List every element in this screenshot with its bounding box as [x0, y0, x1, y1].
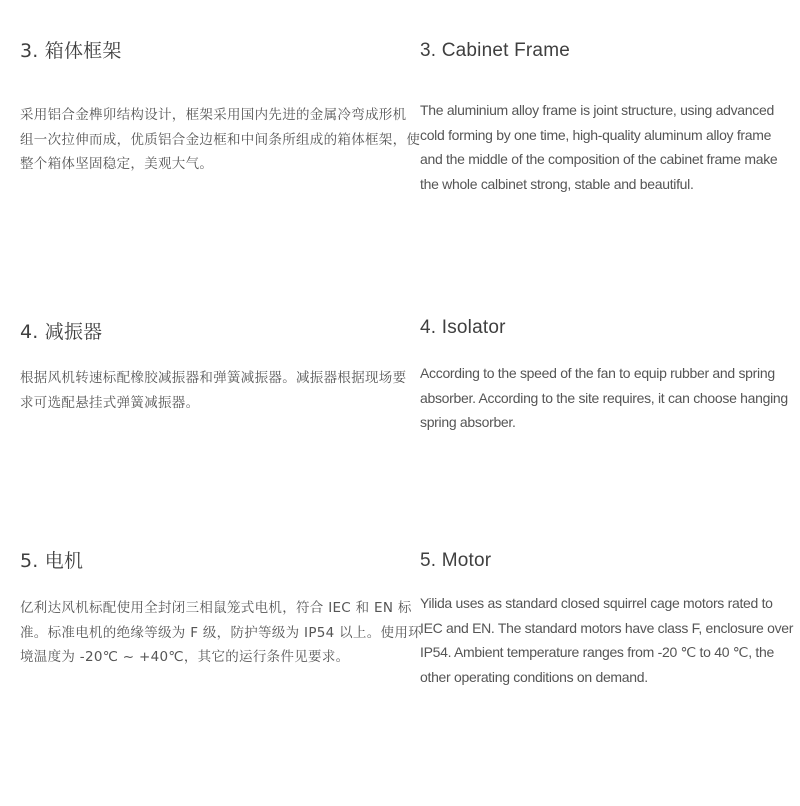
body-line: spring absorber.	[420, 414, 516, 430]
body-line: the whole calbinet strong, stable and beautiful.	[420, 175, 694, 192]
body-line: IEC and EN. The standard motors have class F, enclosure over	[420, 619, 794, 636]
body-line: cold forming by one time, high-quality aluminum alloy frame	[420, 126, 772, 143]
cn-column	[20, 36, 421, 177]
cn-column	[20, 546, 422, 670]
body-line: 组一次拉伸而成，优质铝合金边框和中间条所组成的箱体框架，使	[20, 131, 421, 148]
body-line: 准。标准电机的绝缘等级为 F 级，防护等级为 IP54 以上。使用环	[20, 624, 422, 641]
cn-column	[20, 317, 407, 415]
body-line: The aluminium alloy frame is joint structure, using advanced	[420, 102, 774, 118]
section-body-cn	[20, 366, 407, 415]
body-line: other operating conditions on demand.	[420, 668, 648, 685]
body-line: 整个箱体坚固稳定，美观大气。	[20, 156, 214, 172]
body-line: 求可选配悬挂式弹簧减振器。	[20, 394, 200, 411]
body-line: 亿利达风机标配使用全封闭三相鼠笼式电机，符合 IEC 和 EN 标	[20, 600, 412, 616]
section-title-cn: 3. 箱体框架	[20, 40, 122, 62]
section-title-en: 4. Isolator	[420, 317, 506, 338]
section-title-cn: 5. 电机	[20, 550, 84, 572]
section-isolator	[0, 317, 800, 577]
section-body-en	[420, 591, 794, 689]
body-line: 采用铝合金榫卯结构设计，框架采用国内先进的金属冷弯成形机	[20, 107, 407, 123]
section-title-cn: 4. 减振器	[20, 321, 103, 343]
section-motor	[0, 546, 800, 806]
section-body-en	[420, 98, 790, 196]
body-line: absorber. According to the site requires, it can choose hanging	[420, 389, 788, 406]
section-body-en	[420, 361, 790, 435]
body-line: According to the speed of the fan to equip rubber and spring	[420, 365, 775, 381]
body-line: 境温度为 -20℃ ~ +40℃，其它的运行条件见要求。	[20, 649, 350, 665]
section-title-en: 5. Motor	[420, 550, 492, 571]
section-body-cn	[20, 596, 422, 670]
section-body-cn	[20, 103, 421, 177]
section-cabinet-frame	[0, 36, 800, 296]
body-line: IP54. Ambient temperature ranges from -20 ℃ to 40 ℃, the	[420, 644, 774, 660]
en-column	[420, 317, 790, 435]
body-line: 根据风机转速标配橡胶减振器和弹簧减振器。减振器根据现场要	[20, 370, 407, 386]
section-title-en: 3. Cabinet Frame	[420, 40, 570, 61]
en-column	[420, 36, 790, 196]
body-line: Yilida uses as standard closed squirrel cage motors rated to	[420, 595, 773, 611]
en-column	[420, 546, 794, 689]
body-line: and the middle of the composition of the cabinet frame make	[420, 151, 778, 167]
